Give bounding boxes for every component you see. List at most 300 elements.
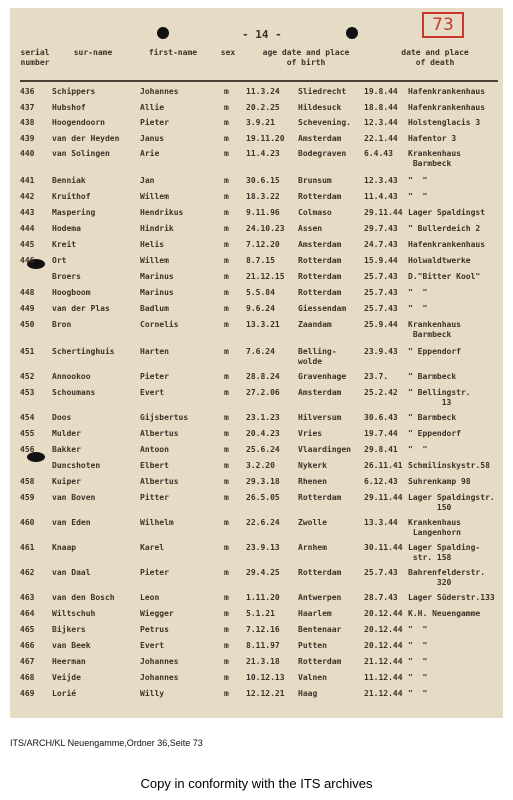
cell-serial-number: 463 [20, 593, 35, 602]
cell-birth-date: 3.9.21 [246, 118, 275, 127]
cell-birth-place: Zwolle [298, 518, 327, 527]
cell-first-name: Petrus [140, 625, 169, 634]
cell-surname: van Eden [52, 518, 91, 527]
cell-first-name: Leon [140, 593, 160, 602]
cell-birth-date: 12.12.21 [246, 689, 285, 698]
cell-death-date: 18.8.44 [364, 102, 398, 112]
cell-surname: Schertinghuis [52, 347, 115, 356]
header-firstname: first-name [148, 48, 198, 57]
cell-birth-date: 23.9.13 [246, 543, 280, 552]
table-row [10, 315, 503, 342]
cell-serial-number: 454 [20, 413, 35, 422]
cell-surname: Benniak [52, 176, 86, 185]
cell-sex: m [224, 240, 229, 249]
cell-serial-number: 456 [20, 445, 35, 454]
cell-birth-place: Nykerk [298, 461, 327, 470]
header-sex: sex [220, 48, 236, 57]
cell-first-name: Evert [140, 388, 165, 397]
cell-birth-place: Rhenen [298, 477, 327, 486]
cell-serial-number: 442 [20, 192, 35, 201]
cell-surname: Hoogboom [52, 288, 91, 297]
cell-sex: m [224, 477, 229, 486]
table-row [10, 538, 503, 563]
cell-birth-place: Giessendam [298, 304, 347, 313]
cell-surname: Bijkers [52, 625, 86, 634]
cell-sex: m [224, 87, 229, 96]
cell-birth-date: 3.2.20 [246, 461, 275, 470]
cell-surname: van der Heyden [52, 133, 120, 143]
cell-sex: m [224, 429, 229, 438]
cell-serial-number: 461 [20, 543, 35, 552]
cell-sex: m [224, 689, 229, 698]
cell-serial-number: 462 [20, 568, 35, 577]
cell-surname: Kruithof [52, 192, 91, 201]
cell-sex: m [224, 372, 229, 381]
table-row [10, 472, 503, 488]
table-row [10, 267, 503, 283]
table-row [10, 235, 503, 251]
table-row [10, 408, 503, 424]
cell-first-name: Pitter [140, 493, 169, 502]
cell-sex: m [224, 347, 229, 356]
punch-hole-left [157, 27, 169, 39]
table-row [10, 620, 503, 636]
cell-birth-date: 1.11.20 [246, 593, 280, 602]
cell-death-date: 29.11.44 [364, 493, 403, 502]
cell-surname: Schoumans [52, 388, 96, 397]
cell-death-place: Lager Spaldingst [408, 208, 486, 217]
cell-death-date: 20.12.44 [364, 609, 403, 618]
header-birth: age date and place of birth [262, 48, 350, 67]
cell-surname: Schippers [52, 87, 96, 96]
cell-birth-place: Rotterdam [298, 288, 342, 297]
cell-first-name: Janus [140, 133, 165, 143]
table-row [10, 203, 503, 219]
cell-first-name: Albertus [140, 429, 179, 438]
cell-birth-date: 29.3.18 [246, 477, 280, 486]
cell-death-place: " " [408, 625, 428, 634]
cell-first-name: Antoon [140, 445, 169, 454]
cell-sex: m [224, 208, 229, 217]
cell-death-date: 25.7.43 [364, 304, 398, 313]
archive-reference: ITS/ARCH/KL Neuengamme,Ordner 36,Seite 73 [10, 738, 203, 748]
cell-birth-place: Vries [298, 429, 323, 438]
cell-serial-number: 445 [20, 240, 35, 249]
cell-birth-date: 29.4.25 [246, 568, 280, 577]
table-row [10, 251, 503, 267]
table-row [10, 588, 503, 604]
cell-birth-place: Rotterdam [298, 256, 342, 265]
cell-surname: van der Plas [52, 304, 110, 313]
cell-death-place: " " [408, 641, 428, 650]
cell-serial-number: 444 [20, 224, 35, 233]
cell-surname: van Boven [52, 493, 96, 502]
cell-death-place: D."Bitter Kool" [408, 272, 481, 281]
cell-birth-date: 20.2.25 [246, 102, 280, 112]
cell-surname: Bron [52, 320, 72, 329]
cell-first-name: Cornelis [140, 320, 179, 329]
cell-surname: Heerman [52, 657, 86, 666]
cell-death-date: 22.1.44 [364, 133, 398, 143]
table-row [10, 513, 503, 538]
cell-serial-number: 436 [20, 87, 35, 96]
cell-first-name: Elbert [140, 461, 169, 470]
cell-death-place: Hafenkrankenhaus [408, 87, 486, 96]
cell-birth-date: 20.4.23 [246, 429, 280, 438]
cell-birth-date: 5.5.84 [246, 288, 275, 297]
cell-birth-place: Gravenhage [298, 372, 347, 381]
cell-death-place: " " [408, 304, 428, 313]
cell-death-date: 11.12.44 [364, 673, 403, 682]
cell-birth-place: Vlaardingen [298, 445, 351, 454]
cell-death-date: 29.8.41 [364, 445, 398, 454]
cell-first-name: Johannes [140, 673, 179, 682]
cell-surname: Kuiper [52, 477, 81, 486]
cell-serial-number: 469 [20, 689, 35, 698]
cell-death-date: 25.7.43 [364, 272, 398, 281]
cell-birth-date: 8.11.97 [246, 641, 280, 650]
cell-birth-place: Bentenaar [298, 625, 342, 634]
cell-death-place: Bahrenfelderstr. 320 [408, 568, 486, 587]
cell-first-name: Gijsbertus [140, 413, 189, 422]
cell-serial-number: 464 [20, 609, 35, 618]
cell-sex: m [224, 568, 229, 577]
cell-surname: Annookoo [52, 372, 91, 381]
cell-sex: m [224, 133, 229, 143]
header-surname: sur-name [73, 48, 113, 57]
cell-birth-date: 21.12.15 [246, 272, 285, 281]
cell-death-place: K.H. Neuengamme [408, 609, 481, 618]
cell-first-name: Pieter [140, 118, 169, 127]
cell-surname: Lorié [52, 689, 77, 698]
cell-death-date: 20.12.44 [364, 641, 403, 650]
cell-death-date: 25.7.43 [364, 288, 398, 297]
table-row [10, 219, 503, 235]
cell-sex: m [224, 288, 229, 297]
cell-death-date: 29.7.43 [364, 224, 398, 233]
cell-birth-date: 7.6.24 [246, 347, 275, 356]
cell-death-date: 25.9.44 [364, 320, 398, 329]
table-row [10, 652, 503, 668]
cell-death-date: 20.12.44 [364, 625, 403, 634]
cell-death-date: 21.12.44 [364, 689, 403, 698]
cell-death-place: " Eppendorf [408, 347, 461, 356]
cell-death-place: Suhrenkamp 98 [408, 477, 471, 486]
cell-serial-number: 453 [20, 388, 35, 397]
cell-death-place: " " [408, 445, 428, 454]
cell-sex: m [224, 256, 229, 265]
cell-serial-number: 449 [20, 304, 35, 313]
cell-surname: Hodema [52, 224, 81, 233]
cell-first-name: Marinus [140, 288, 174, 297]
cell-serial-number: 468 [20, 673, 35, 682]
table-row [10, 98, 503, 114]
cell-birth-date: 11.4.23 [246, 149, 280, 158]
cell-serial-number: 451 [20, 347, 35, 356]
cell-death-place: " " [408, 657, 428, 666]
table-row [10, 367, 503, 383]
cell-sex: m [224, 388, 229, 397]
cell-death-date: 15.9.44 [364, 256, 398, 265]
table-row [10, 563, 503, 588]
cell-birth-place: Bodegraven [298, 149, 347, 158]
table-row [10, 668, 503, 684]
cell-death-date: 23.7. [364, 372, 389, 381]
cell-surname: van den Bosch [52, 593, 115, 602]
cell-birth-place: Schevening. [298, 118, 351, 127]
cell-death-place: " Barmbeck [408, 413, 457, 422]
cell-birth-place: Hilversum [298, 413, 342, 422]
cell-birth-date: 9.11.96 [246, 208, 280, 217]
cell-sex: m [224, 176, 229, 185]
cell-death-date: 19.7.44 [364, 429, 398, 438]
cell-first-name: Willem [140, 192, 169, 201]
cell-sex: m [224, 493, 229, 502]
cell-sex: m [224, 609, 229, 618]
cell-death-date: 12.3.44 [364, 118, 398, 127]
cell-sex: m [224, 304, 229, 313]
cell-death-date: 12.3.43 [364, 176, 398, 185]
cell-birth-date: 7.12.16 [246, 625, 280, 634]
cell-serial-number: 446 [20, 256, 35, 265]
cell-serial-number: 438 [20, 118, 35, 127]
cell-first-name: Pieter [140, 568, 169, 577]
cell-death-place: Hafenkrankenhaus [408, 102, 486, 112]
table-row [10, 129, 503, 145]
cell-serial-number: 450 [20, 320, 35, 329]
cell-first-name: Albertus [140, 477, 179, 486]
cell-sex: m [224, 118, 229, 127]
table-row [10, 383, 503, 408]
cell-death-date: 28.7.43 [364, 593, 398, 602]
cell-birth-date: 27.2.06 [246, 388, 280, 397]
cell-birth-place: Amsterdam [298, 240, 342, 249]
table-row [10, 342, 503, 367]
cell-birth-date: 11.3.24 [246, 87, 280, 96]
cell-surname: Doos [52, 413, 72, 422]
cell-first-name: Marinus [140, 272, 174, 281]
cell-birth-place: Putten [298, 641, 327, 650]
table-row [10, 171, 503, 187]
cell-sex: m [224, 543, 229, 552]
cell-sex: m [224, 657, 229, 666]
table-body [10, 82, 503, 718]
cell-sex: m [224, 445, 229, 454]
cell-death-place: Hafentor 3 [408, 133, 457, 143]
table-row [10, 113, 503, 129]
cell-birth-date: 7.12.20 [246, 240, 280, 249]
cell-death-date: 21.12.44 [364, 657, 403, 666]
document-scan [10, 8, 503, 718]
cell-birth-place: Rotterdam [298, 568, 342, 577]
cell-birth-place: Brunsum [298, 176, 332, 185]
conformity-note: Copy in conformity with the ITS archives [140, 776, 373, 791]
cell-death-place: " Eppendorf [408, 429, 461, 438]
cell-first-name: Helis [140, 240, 165, 249]
cell-sex: m [224, 224, 229, 233]
cell-first-name: Evert [140, 641, 165, 650]
cell-death-place: Lager Spaldingstr. 150 [408, 493, 495, 512]
cell-birth-place: Hildesuck [298, 102, 342, 112]
cell-birth-date: 30.6.15 [246, 176, 280, 185]
cell-first-name: Badlum [140, 304, 169, 313]
cell-surname: Bakker [52, 445, 81, 454]
table-row [10, 187, 503, 203]
cell-death-place: Krankenhaus Langenhorn [408, 518, 461, 537]
cell-birth-place: Belling- wolde [298, 347, 337, 366]
cell-first-name: Arie [140, 149, 160, 158]
cell-death-date: 25.2.42 [364, 388, 398, 397]
cell-birth-place: Colmaso [298, 208, 332, 217]
cell-death-place: " " [408, 288, 428, 297]
cell-sex: m [224, 192, 229, 201]
cell-sex: m [224, 641, 229, 650]
cell-sex: m [224, 272, 229, 281]
cell-surname: van Solingen [52, 149, 110, 158]
cell-serial-number: 452 [20, 372, 35, 381]
cell-birth-place: Haag [298, 689, 318, 698]
cell-birth-place: Rotterdam [298, 657, 342, 666]
cell-death-place: " " [408, 192, 428, 201]
cell-serial-number: 437 [20, 102, 35, 112]
cell-death-date: 25.7.43 [364, 568, 398, 577]
cell-first-name: Jan [140, 176, 155, 185]
cell-sex: m [224, 149, 229, 158]
cell-surname: van Beek [52, 641, 91, 650]
cell-first-name: Hindrik [140, 224, 174, 233]
cell-birth-place: Valnen [298, 673, 327, 682]
cell-surname: Veijde [52, 673, 81, 682]
cell-first-name: Johannes [140, 87, 179, 96]
cell-death-place: " Barmbeck [408, 372, 457, 381]
cell-birth-date: 18.3.22 [246, 192, 280, 201]
cell-serial-number: 465 [20, 625, 35, 634]
table-row [10, 456, 503, 472]
cell-birth-place: Amsterdam [298, 388, 342, 397]
cell-birth-place: Rotterdam [298, 192, 342, 201]
cell-serial-number: 459 [20, 493, 35, 502]
cell-death-place: " " [408, 176, 428, 185]
cell-birth-date: 8.7.15 [246, 256, 275, 265]
table-row [10, 144, 503, 171]
cell-birth-date: 10.12.13 [246, 673, 285, 682]
cell-death-place: Krankenhaus Barmbeck [408, 320, 461, 339]
cell-birth-date: 19.11.20 [246, 133, 285, 143]
cell-birth-date: 22.6.24 [246, 518, 280, 527]
cell-birth-date: 5.1.21 [246, 609, 275, 618]
table-row [10, 440, 503, 456]
cell-sex: m [224, 461, 229, 470]
cell-death-date: 29.11.44 [364, 208, 403, 217]
cell-first-name: Pieter [140, 372, 169, 381]
cell-death-date: 30.6.43 [364, 413, 398, 422]
cell-first-name: Hendrikus [140, 208, 184, 217]
cell-birth-place: Sliedrecht [298, 87, 347, 96]
cell-serial-number: 466 [20, 641, 35, 650]
cell-death-place: Hafenkrankenhaus [408, 240, 486, 249]
cell-serial-number: 440 [20, 149, 35, 158]
cell-first-name: Wiegger [140, 609, 174, 618]
cell-serial-number: 448 [20, 288, 35, 297]
table-header [10, 48, 503, 76]
cell-birth-place: Rotterdam [298, 272, 342, 281]
cell-death-place: Krankenhaus Barmbeck [408, 149, 461, 168]
table-row [10, 488, 503, 513]
punch-hole-right [346, 27, 358, 39]
header-serial-number: serial number [20, 48, 50, 67]
cell-birth-place: Amsterdam [298, 133, 342, 143]
cell-birth-date: 21.3.18 [246, 657, 280, 666]
cell-serial-number: 455 [20, 429, 35, 438]
archive-stamp: 73 [422, 12, 464, 38]
cell-death-place: " Bellingstr. 13 [408, 388, 471, 407]
cell-serial-number: 439 [20, 133, 35, 143]
cell-birth-place: Haarlem [298, 609, 332, 618]
cell-death-date: 24.7.43 [364, 240, 398, 249]
cell-surname: Maspering [52, 208, 96, 217]
cell-death-place: " " [408, 689, 428, 698]
cell-sex: m [224, 518, 229, 527]
cell-first-name: Allie [140, 102, 165, 112]
cell-serial-number: 441 [20, 176, 35, 185]
cell-surname: van Daal [52, 568, 91, 577]
cell-death-date: 6.12.43 [364, 477, 398, 486]
cell-sex: m [224, 102, 229, 112]
cell-birth-date: 9.6.24 [246, 304, 275, 313]
cell-death-place: Lager Spalding- str. 158 [408, 543, 481, 562]
table-row [10, 283, 503, 299]
cell-death-place: Lager Süderstr.133 [408, 593, 495, 602]
cell-sex: m [224, 413, 229, 422]
cell-surname: Ort [52, 256, 67, 265]
cell-death-place: Holwaldtwerke [408, 256, 471, 265]
cell-death-date: 11.4.43 [364, 192, 398, 201]
cell-surname: Duncshoten [52, 461, 101, 470]
cell-surname: Mulder [52, 429, 81, 438]
cell-serial-number: 443 [20, 208, 35, 217]
cell-first-name: Johannes [140, 657, 179, 666]
cell-surname: Hoogendoorn [52, 118, 105, 127]
cell-birth-date: 13.3.21 [246, 320, 280, 329]
cell-death-date: 30.11.44 [364, 543, 403, 552]
cell-death-place: " " [408, 673, 428, 682]
cell-death-place: Holstenglacis 3 [408, 118, 481, 127]
page-number: - 14 - [242, 28, 282, 41]
cell-death-place: " Bullerdeich 2 [408, 224, 481, 233]
cell-sex: m [224, 593, 229, 602]
cell-surname: Hubshof [52, 102, 86, 112]
table-row [10, 424, 503, 440]
cell-surname: Broers [52, 272, 81, 281]
cell-sex: m [224, 625, 229, 634]
cell-serial-number: 458 [20, 477, 35, 486]
cell-first-name: Wilhelm [140, 518, 174, 527]
cell-birth-place: Assen [298, 224, 323, 233]
cell-first-name: Willy [140, 689, 165, 698]
cell-surname: Wiltschuh [52, 609, 96, 618]
cell-first-name: Karel [140, 543, 165, 552]
table-row [10, 604, 503, 620]
cell-death-date: 23.9.43 [364, 347, 398, 356]
cell-death-place: Schmilinskystr.58 [408, 461, 490, 470]
table-row [10, 636, 503, 652]
cell-death-date: 26.11.41 [364, 461, 403, 470]
table-row [10, 82, 503, 98]
cell-death-date: 19.8.44 [364, 87, 398, 96]
cell-birth-place: Rotterdam [298, 493, 342, 502]
cell-surname: Knaap [52, 543, 77, 552]
cell-birth-place: Arnhem [298, 543, 327, 552]
